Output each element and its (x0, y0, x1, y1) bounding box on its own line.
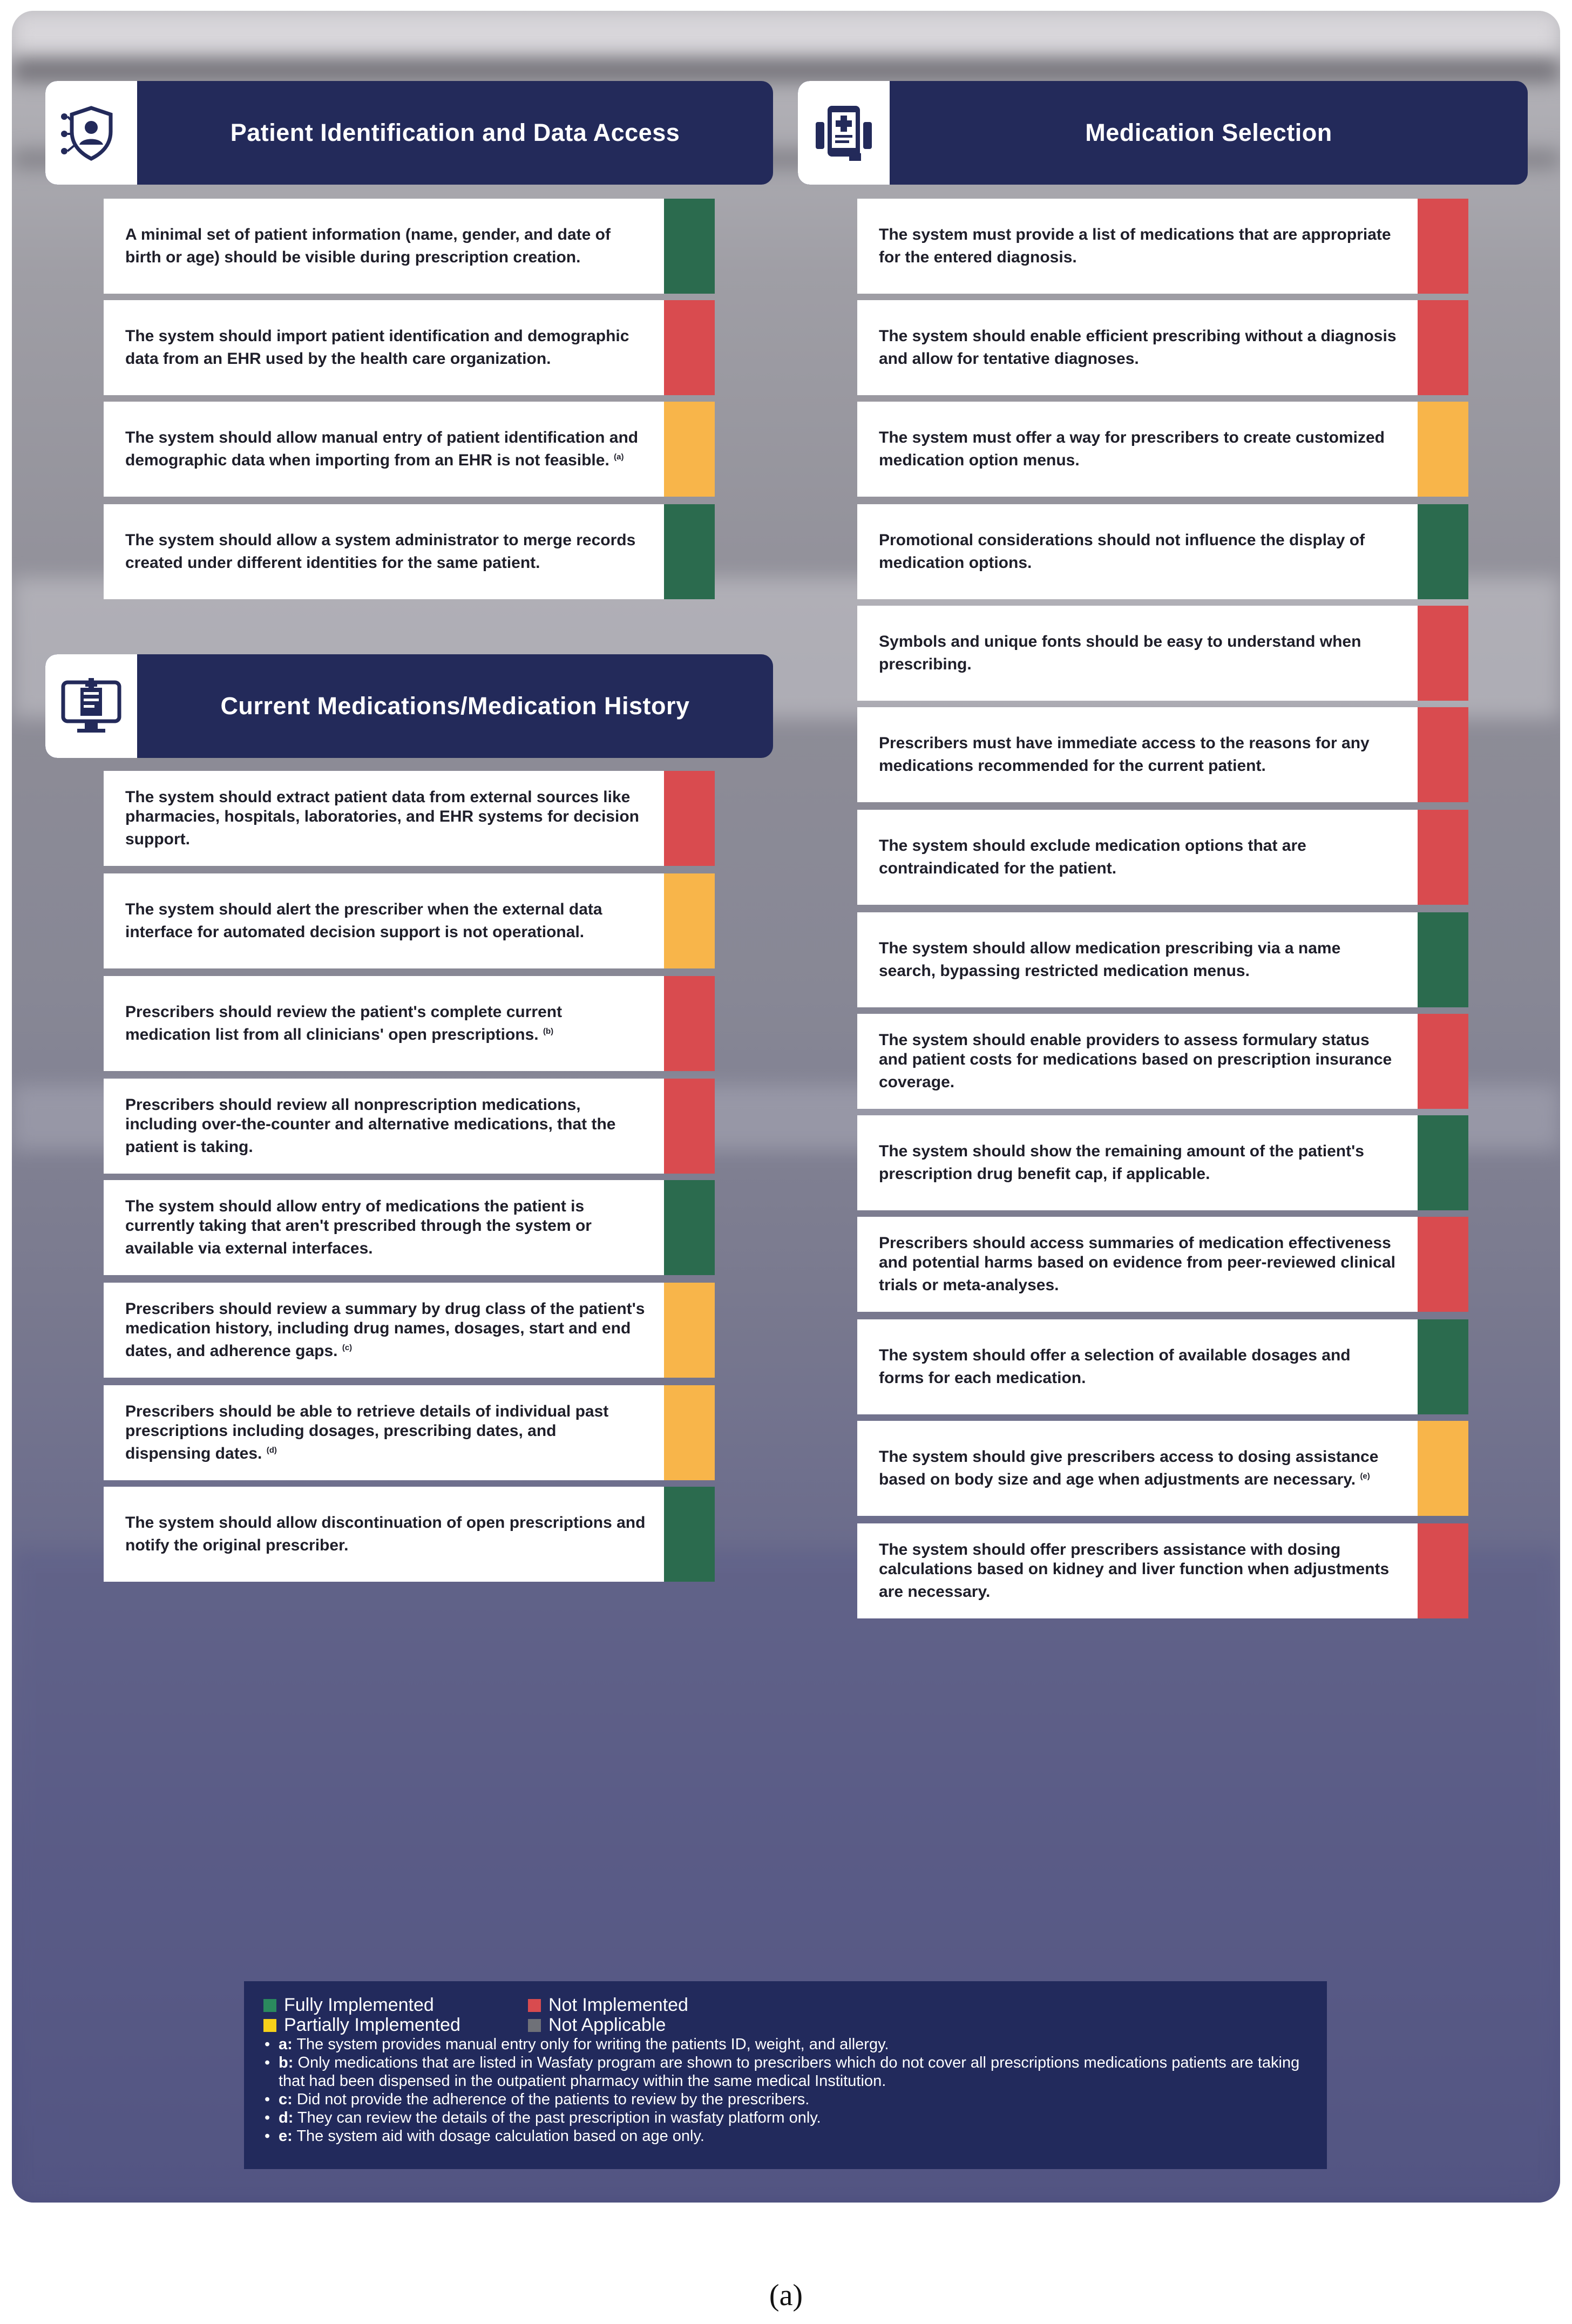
status-not-implemented (1418, 707, 1468, 802)
requirement-text: Prescribers must have immediate access to the reasons for any medications recommended for the current patient. (879, 734, 1370, 775)
requirement-text: Prescribers should review the patient's complete current medication list from all clinicians' open prescriptions. $^{(b)}$ (125, 1003, 563, 1044)
status-fully-implemented (1418, 1319, 1468, 1414)
requirement-text: Prescribers should be able to retrieve details of individual past prescriptions including dosages, prescribing dates, and dispensing dates. $^{(d)}$ (125, 1402, 609, 1462)
footnote-d: • d: They can review the details of the past prescription in wasfaty platform only. (263, 2109, 1307, 2127)
status-fully-implemented (664, 1180, 715, 1275)
footnote-a: • a: The system provides manual entry only for writing the patients ID, weight, and allergy. (263, 2035, 1307, 2054)
requirement-text: A minimal set of patient information (name, gender, and date of birth or age) should be visible during prescription creation. (125, 226, 611, 266)
requirement-card (857, 810, 1468, 905)
requirement-text: Prescribers should access summaries of medication effectiveness and potential harms based on evidence from peer-reviewed clinical trials or meta-analyses. (879, 1234, 1395, 1294)
status-fully-implemented (664, 504, 715, 599)
legend-na: Not Applicable (528, 2015, 666, 2035)
requirement-text: The system should extract patient data from external sources like pharmacies, hospitals, laboratories, and EHR systems for decision support. (125, 788, 639, 848)
legend-row (263, 2015, 1307, 2035)
status-not-implemented (1418, 1217, 1468, 1312)
requirement-text: The system should allow entry of medications the patient is currently taking that aren't prescribed through the system or available via external interfaces. (125, 1197, 592, 1257)
requirement-text: The system should allow discontinuation of open prescriptions and notify the original prescriber. (125, 1514, 646, 1554)
footnote-e: • e: The system aid with dosage calculation based on age only. (263, 2127, 1307, 2145)
status-partially-implemented (664, 1283, 715, 1378)
status-not-implemented (1418, 300, 1468, 395)
requirement-card (857, 1217, 1468, 1312)
requirement-card (104, 873, 715, 968)
patient-section-header (45, 81, 773, 185)
swatch-partial-icon (263, 2019, 276, 2032)
requirement-text: The system should exclude medication options that are contraindicated for the patient. (879, 837, 1306, 877)
requirement-card (104, 771, 715, 866)
requirement-card (104, 1180, 715, 1275)
requirement-card (104, 504, 715, 599)
requirement-card (104, 1385, 715, 1480)
requirement-text: The system should enable providers to assess formulary status and patient costs for medications based on prescription insurance coverage. (879, 1031, 1392, 1091)
requirement-text: The system should enable efficient prescribing without a diagnosis and allow for tentative diagnoses. (879, 327, 1397, 368)
status-fully-implemented (664, 199, 715, 294)
status-not-implemented (664, 771, 715, 866)
requirement-card (104, 1283, 715, 1378)
current-section-header (45, 654, 773, 758)
requirement-card (857, 1115, 1468, 1210)
requirement-text: The system should alert the prescriber when the external data interface for automated decision support is not operational. (125, 900, 602, 941)
requirement-card (104, 402, 715, 497)
requirement-card (857, 1421, 1468, 1516)
requirement-text: The system should show the remaining amount of the patient's prescription drug benefit cap, if applicable. (879, 1142, 1364, 1183)
footnote-b: • b: Only medications that are listed in Wasfaty program are shown to prescribers which do not cover all prescriptions medications patients are taking that had been dispensed in the outpatient pharmacy within the same medical Institution. (263, 2054, 1307, 2090)
section-title: Patient Identification and Data Access (230, 119, 680, 146)
status-not-implemented (664, 976, 715, 1071)
section-title: Medication Selection (1085, 119, 1332, 146)
patient-network-icon (45, 81, 137, 185)
section-title: Current Medications/Medication History (220, 692, 690, 720)
status-partially-implemented (664, 1385, 715, 1480)
status-not-implemented (1418, 199, 1468, 294)
status-not-implemented (1418, 606, 1468, 701)
figure-caption: (a) (769, 2279, 803, 2312)
requirement-card (104, 976, 715, 1071)
requirement-card (857, 300, 1468, 395)
requirement-card (104, 199, 715, 294)
swatch-na-icon (528, 2019, 541, 2032)
status-partially-implemented (1418, 402, 1468, 497)
swatch-fully-icon (263, 1999, 276, 2012)
requirement-text: Symbols and unique fonts should be easy to understand when prescribing. (879, 633, 1361, 673)
requirement-text: The system must provide a list of medications that are appropriate for the entered diagnosis. (879, 226, 1391, 266)
requirement-card (857, 1523, 1468, 1618)
status-not-implemented (1418, 1014, 1468, 1109)
status-fully-implemented (664, 1487, 715, 1582)
legend-row (263, 1995, 1307, 2015)
computer-record-icon (45, 654, 137, 758)
legend-partial: Partially Implemented (263, 2015, 528, 2035)
medication-tablet-icon (798, 81, 890, 185)
status-not-implemented (1418, 1523, 1468, 1618)
medication-section-header (798, 81, 1528, 185)
footnote-c: • c: Did not provide the adherence of the patients to review by the prescribers. (263, 2090, 1307, 2109)
swatch-not-icon (528, 1999, 541, 2012)
status-partially-implemented (1418, 1421, 1468, 1516)
requirement-card (857, 504, 1468, 599)
requirement-card (857, 199, 1468, 294)
requirement-text: The system should offer a selection of available dosages and forms for each medication. (879, 1346, 1351, 1387)
requirement-card (857, 1014, 1468, 1109)
status-not-implemented (1418, 810, 1468, 905)
requirement-text: Prescribers should review a summary by drug class of the patient's medication history, including drug names, dosages, start and end dates, and adherence gaps. $^{(c)}$ (125, 1300, 645, 1360)
requirement-text: The system should offer prescribers assistance with dosing calculations based on kidney and liver function when adjustments are necessary. (879, 1541, 1390, 1601)
requirement-card (857, 402, 1468, 497)
requirement-card (104, 1079, 715, 1174)
status-fully-implemented (1418, 1115, 1468, 1210)
requirement-card (104, 300, 715, 395)
legend-not: Not Implemented (528, 1995, 688, 2015)
requirement-text: Promotional considerations should not influence the display of medication options. (879, 531, 1365, 572)
requirement-text: The system should import patient identification and demographic data from an EHR used by the health care organization. (125, 327, 629, 368)
background-blur (12, 11, 1560, 59)
requirement-text: The system should give prescribers access to dosing assistance based on body size and age when adjustments are necessary. $^{(e)}$ (879, 1448, 1379, 1488)
legend-fully: Fully Implemented (263, 1995, 528, 2015)
requirement-text: Prescribers should review all nonprescription medications, including over-the-counter and alternative medications, that the patient is taking. (125, 1096, 616, 1156)
requirement-card (857, 912, 1468, 1007)
requirement-text: The system must offer a way for prescribers to create customized medication option menus. (879, 429, 1385, 469)
status-partially-implemented (664, 873, 715, 968)
status-partially-implemented (664, 402, 715, 497)
background-blur (12, 59, 1560, 81)
status-not-implemented (664, 1079, 715, 1174)
requirement-text: The system should allow manual entry of patient identification and demographic data when importing from an EHR is not feasible. $^{(a)}$ (125, 429, 639, 469)
requirement-text: The system should allow medication prescribing via a name search, bypassing restricted medication menus. (879, 939, 1341, 980)
status-fully-implemented (1418, 912, 1468, 1007)
status-not-implemented (664, 300, 715, 395)
requirement-card (857, 606, 1468, 701)
requirement-card (104, 1487, 715, 1582)
requirement-text: The system should allow a system administrator to merge records created under different identities for the same patient. (125, 531, 636, 572)
legend-box (244, 1981, 1327, 2169)
status-fully-implemented (1418, 504, 1468, 599)
requirement-card (857, 707, 1468, 802)
requirement-card (857, 1319, 1468, 1414)
